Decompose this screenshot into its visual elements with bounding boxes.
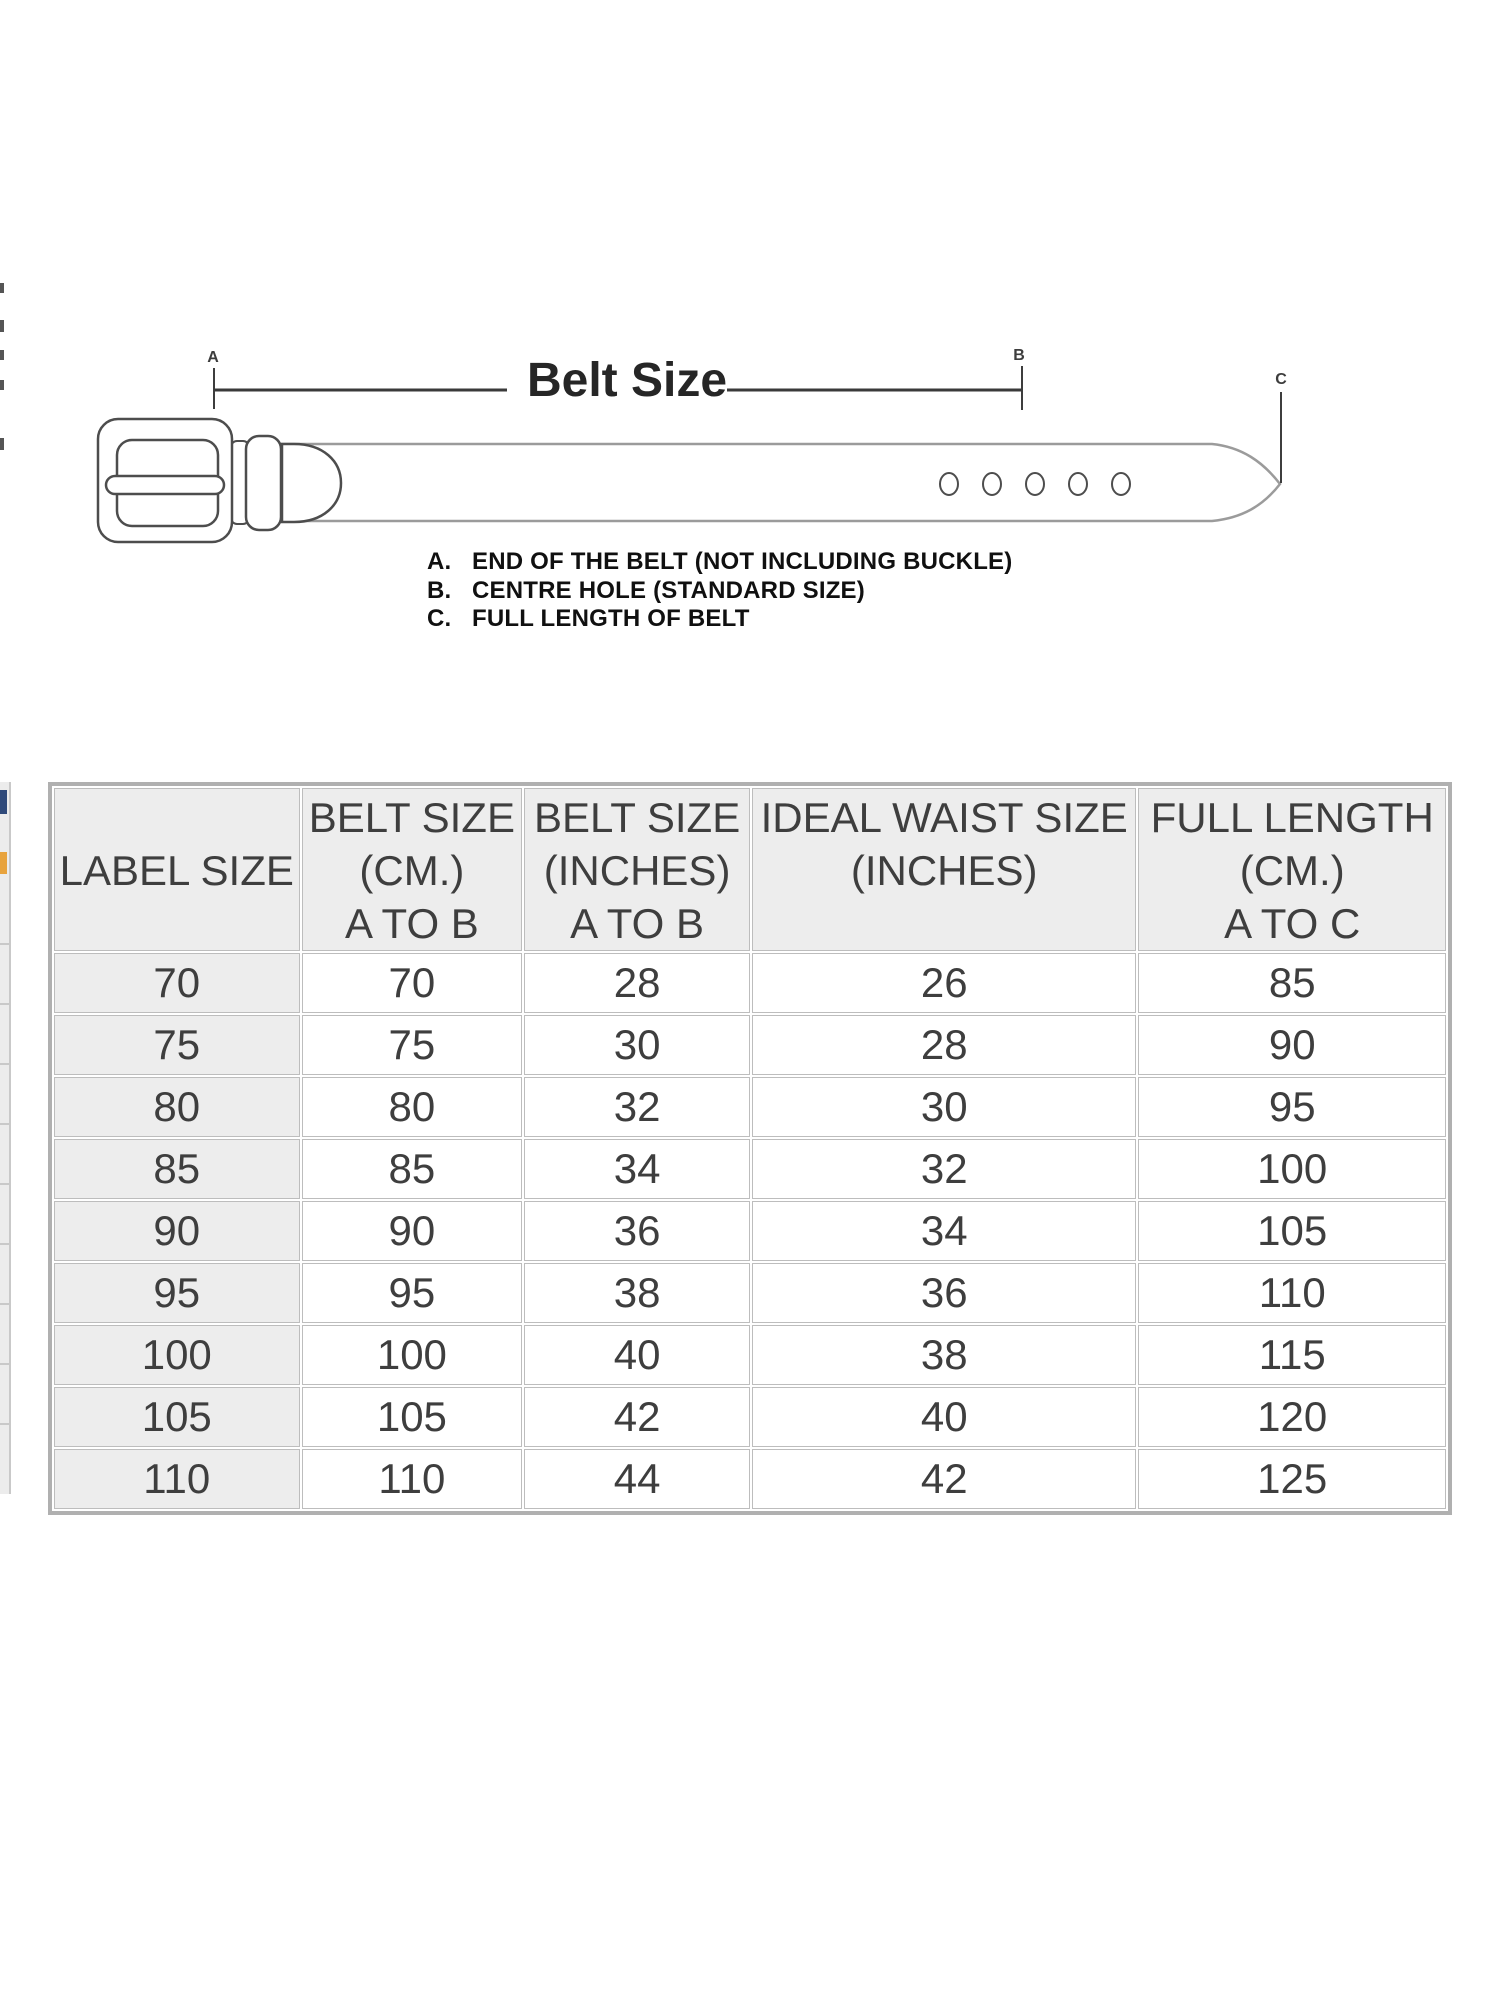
table-cell: 80 <box>54 1077 300 1137</box>
legend-item-text: CENTRE HOLE (STANDARD SIZE) <box>472 576 865 604</box>
legend-item-text: END OF THE BELT (NOT INCLUDING BUCKLE) <box>472 548 1013 576</box>
column-header-belt-size-cm: BELT SIZE (CM.) A TO B <box>302 788 523 951</box>
legend-item <box>427 605 1012 634</box>
table-row <box>54 1015 1446 1075</box>
table-cell: 42 <box>752 1449 1136 1509</box>
column-header-belt-size-inches: BELT SIZE (INCHES) A TO B <box>524 788 750 951</box>
belt-hole <box>1112 473 1130 495</box>
marker-c-label: C <box>1275 371 1287 388</box>
table-row <box>54 1139 1446 1199</box>
table-cell: 36 <box>524 1201 750 1261</box>
table-cell: 90 <box>302 1201 523 1261</box>
table-cell: 85 <box>302 1139 523 1199</box>
table-cell: 75 <box>54 1015 300 1075</box>
table-cell: 125 <box>1138 1449 1446 1509</box>
edge-artifact <box>0 438 4 450</box>
buckle-prong <box>106 476 224 494</box>
table-row <box>54 1325 1446 1385</box>
table-cell: 75 <box>302 1015 523 1075</box>
table-cell: 30 <box>524 1015 750 1075</box>
belt-hole <box>1026 473 1044 495</box>
table-cell: 28 <box>752 1015 1136 1075</box>
column-header-label-size: LABEL SIZE <box>54 788 300 951</box>
legend-item <box>427 577 1012 606</box>
table-cell: 90 <box>54 1201 300 1261</box>
belt-hole <box>983 473 1001 495</box>
table-cell: 40 <box>752 1387 1136 1447</box>
table-cell: 32 <box>752 1139 1136 1199</box>
legend-item-label: B. <box>427 576 452 604</box>
column-header-full-length: FULL LENGTH (CM.) A TO C <box>1138 788 1446 951</box>
belt-hole <box>1069 473 1087 495</box>
edge-artifact <box>0 350 4 360</box>
table-cell: 32 <box>524 1077 750 1137</box>
table-cell: 26 <box>752 953 1136 1013</box>
table-cell: 85 <box>1138 953 1446 1013</box>
table-cell: 105 <box>1138 1201 1446 1261</box>
table-header-row <box>54 788 1446 951</box>
table-cell: 100 <box>54 1325 300 1385</box>
table-cell: 105 <box>302 1387 523 1447</box>
table-cell: 42 <box>524 1387 750 1447</box>
edge-artifact <box>0 380 4 390</box>
table-cell: 100 <box>302 1325 523 1385</box>
table-cell: 100 <box>1138 1139 1446 1199</box>
table-cell: 85 <box>54 1139 300 1199</box>
belt-keeper <box>246 436 281 530</box>
table-row <box>54 1201 1446 1261</box>
table-cell: 110 <box>1138 1263 1446 1323</box>
table-cell: 95 <box>54 1263 300 1323</box>
marker-a-label: A <box>207 349 219 366</box>
edge-table-sliver <box>0 782 11 1494</box>
table-cell: 34 <box>752 1201 1136 1261</box>
table-cell: 38 <box>524 1263 750 1323</box>
legend <box>427 548 1012 634</box>
table-cell: 90 <box>1138 1015 1446 1075</box>
table-cell: 110 <box>302 1449 523 1509</box>
belt-size-table <box>48 782 1452 1515</box>
legend-item <box>427 548 1012 577</box>
table-cell: 40 <box>524 1325 750 1385</box>
table-cell: 34 <box>524 1139 750 1199</box>
table-cell: 28 <box>524 953 750 1013</box>
legend-item-text: FULL LENGTH OF BELT <box>472 605 750 633</box>
belt-hole <box>940 473 958 495</box>
edge-artifact <box>0 283 4 293</box>
table-cell: 95 <box>302 1263 523 1323</box>
table-row <box>54 1387 1446 1447</box>
table-row <box>54 1077 1446 1137</box>
table-cell: 115 <box>1138 1325 1446 1385</box>
table-row <box>54 1263 1446 1323</box>
table-cell: 30 <box>752 1077 1136 1137</box>
belt-size-title: Belt Size <box>526 354 728 407</box>
table-cell: 70 <box>54 953 300 1013</box>
table-cell: 38 <box>752 1325 1136 1385</box>
table-row <box>54 1449 1446 1509</box>
table-cell: 110 <box>54 1449 300 1509</box>
table-cell: 70 <box>302 953 523 1013</box>
marker-b-label: B <box>1013 347 1025 364</box>
edge-fragment-orange <box>0 852 7 874</box>
table-cell: 95 <box>1138 1077 1446 1137</box>
table-cell: 120 <box>1138 1387 1446 1447</box>
edge-artifact <box>0 320 4 332</box>
legend-item-label: C. <box>427 605 452 633</box>
table-row <box>54 953 1446 1013</box>
table-cell: 44 <box>524 1449 750 1509</box>
table-cell: 80 <box>302 1077 523 1137</box>
column-header-ideal-waist: IDEAL WAIST SIZE (INCHES) <box>752 788 1136 951</box>
legend-item-label: A. <box>427 548 452 576</box>
table-cell: 105 <box>54 1387 300 1447</box>
edge-fragment-blue <box>0 790 7 814</box>
table-cell: 36 <box>752 1263 1136 1323</box>
